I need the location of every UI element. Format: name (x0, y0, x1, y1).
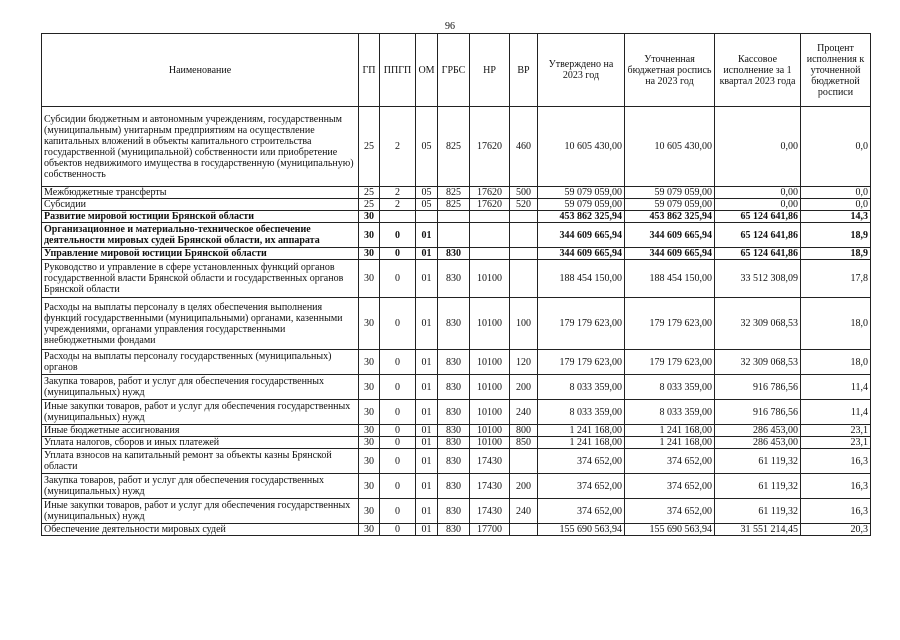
cell-om: 01 (416, 425, 438, 437)
cell-ppgp: 2 (380, 187, 416, 199)
cell-gp: 30 (359, 437, 380, 449)
cell-gp: 30 (359, 524, 380, 536)
cell-ppgp: 2 (380, 107, 416, 187)
cell-refined: 8 033 359,00 (625, 375, 715, 400)
cell-name: Расходы на выплаты персоналу в целях обеспечения выполнения функций государственными (муниципальными) органами, казенными учреждениями, органами управления государственными внебюджетными фондами (42, 298, 359, 350)
cell-vr: 100 (510, 298, 538, 350)
cell-ppgp: 0 (380, 223, 416, 248)
cell-refined: 8 033 359,00 (625, 400, 715, 425)
cell-percent: 16,3 (801, 499, 871, 524)
cell-ppgp: 0 (380, 350, 416, 375)
cell-approved: 1 241 168,00 (538, 437, 625, 449)
cell-name: Организационное и материально-техническое обеспечение деятельности мировых судей Брянской области, их аппарата (42, 223, 359, 248)
cell-name: Субсидии (42, 199, 359, 211)
cell-approved: 344 609 665,94 (538, 223, 625, 248)
cell-vr (510, 211, 538, 223)
cell-gp: 30 (359, 248, 380, 260)
cell-np: 10100 (470, 400, 510, 425)
table-body (42, 107, 871, 536)
cell-approved: 374 652,00 (538, 449, 625, 474)
cell-refined: 344 609 665,94 (625, 223, 715, 248)
table-row (42, 400, 871, 425)
cell-refined: 155 690 563,94 (625, 524, 715, 536)
cell-om: 01 (416, 524, 438, 536)
cell-grbs: 830 (438, 524, 470, 536)
cell-gp: 30 (359, 350, 380, 375)
table-row (42, 211, 871, 223)
cell-ppgp: 0 (380, 449, 416, 474)
cell-om: 01 (416, 298, 438, 350)
header-np: НР (470, 34, 510, 107)
cell-refined: 374 652,00 (625, 474, 715, 499)
table-row (42, 187, 871, 199)
table-row (42, 437, 871, 449)
cell-np: 10100 (470, 350, 510, 375)
cell-name: Иные закупки товаров, работ и услуг для обеспечения государственных (муниципальных) нужд (42, 499, 359, 524)
cell-vr: 800 (510, 425, 538, 437)
cell-cash: 61 119,32 (715, 499, 801, 524)
table-row (42, 499, 871, 524)
cell-om: 01 (416, 499, 438, 524)
cell-om: 01 (416, 375, 438, 400)
cell-name: Закупка товаров, работ и услуг для обеспечения государственных (муниципальных) нужд (42, 375, 359, 400)
cell-cash: 61 119,32 (715, 474, 801, 499)
cell-om: 05 (416, 107, 438, 187)
cell-percent: 18,9 (801, 223, 871, 248)
cell-ppgp: 0 (380, 437, 416, 449)
cell-vr: 240 (510, 400, 538, 425)
table-row (42, 260, 871, 298)
cell-name: Управление мировой юстиции Брянской области (42, 248, 359, 260)
cell-ppgp: 2 (380, 199, 416, 211)
cell-vr: 500 (510, 187, 538, 199)
cell-percent: 14,3 (801, 211, 871, 223)
cell-refined: 59 079 059,00 (625, 187, 715, 199)
cell-percent: 0,0 (801, 187, 871, 199)
cell-cash: 916 786,56 (715, 375, 801, 400)
cell-grbs: 830 (438, 499, 470, 524)
cell-percent: 23,1 (801, 437, 871, 449)
cell-percent: 18,0 (801, 298, 871, 350)
table-row (42, 474, 871, 499)
cell-name: Развитие мировой юстиции Брянской области (42, 211, 359, 223)
cell-percent: 11,4 (801, 400, 871, 425)
cell-vr: 200 (510, 375, 538, 400)
cell-cash: 916 786,56 (715, 400, 801, 425)
cell-ppgp: 0 (380, 524, 416, 536)
cell-cash: 32 309 068,53 (715, 298, 801, 350)
header-percent: Процент исполнения к уточненной бюджетной росписи (801, 34, 871, 107)
table-row (42, 107, 871, 187)
cell-cash: 0,00 (715, 187, 801, 199)
cell-gp: 25 (359, 187, 380, 199)
cell-name: Иные бюджетные ассигнования (42, 425, 359, 437)
cell-grbs (438, 223, 470, 248)
cell-approved: 8 033 359,00 (538, 375, 625, 400)
cell-gp: 30 (359, 211, 380, 223)
cell-grbs: 830 (438, 375, 470, 400)
cell-cash: 33 512 308,09 (715, 260, 801, 298)
cell-grbs: 830 (438, 350, 470, 375)
cell-om (416, 211, 438, 223)
cell-approved: 8 033 359,00 (538, 400, 625, 425)
cell-gp: 30 (359, 449, 380, 474)
cell-grbs: 825 (438, 107, 470, 187)
cell-approved: 179 179 623,00 (538, 350, 625, 375)
cell-approved: 344 609 665,94 (538, 248, 625, 260)
cell-gp: 30 (359, 260, 380, 298)
cell-percent: 23,1 (801, 425, 871, 437)
cell-om: 01 (416, 350, 438, 375)
cell-percent: 16,3 (801, 449, 871, 474)
cell-ppgp: 0 (380, 425, 416, 437)
cell-np: 10100 (470, 425, 510, 437)
cell-vr: 850 (510, 437, 538, 449)
cell-np (470, 211, 510, 223)
cell-np: 17430 (470, 499, 510, 524)
cell-om: 01 (416, 248, 438, 260)
cell-name: Уплата налогов, сборов и иных платежей (42, 437, 359, 449)
cell-om: 01 (416, 474, 438, 499)
table-header-row (42, 34, 871, 107)
cell-refined: 179 179 623,00 (625, 298, 715, 350)
cell-cash: 61 119,32 (715, 449, 801, 474)
cell-refined: 59 079 059,00 (625, 199, 715, 211)
header-name: Наименование (42, 34, 359, 107)
cell-vr (510, 260, 538, 298)
header-cash: Кассовое исполнение за 1 квартал 2023 года (715, 34, 801, 107)
cell-refined: 179 179 623,00 (625, 350, 715, 375)
cell-percent: 18,0 (801, 350, 871, 375)
cell-approved: 59 079 059,00 (538, 199, 625, 211)
table-row (42, 248, 871, 260)
cell-percent: 0,0 (801, 199, 871, 211)
header-gp: ГП (359, 34, 380, 107)
cell-approved: 1 241 168,00 (538, 425, 625, 437)
header-approved: Утверждено на 2023 год (538, 34, 625, 107)
cell-approved: 179 179 623,00 (538, 298, 625, 350)
cell-name: Руководство и управление в сфере установленных функций органов государственной власти Брянской области и государственных органов Брянской области (42, 260, 359, 298)
cell-approved: 188 454 150,00 (538, 260, 625, 298)
cell-refined: 1 241 168,00 (625, 425, 715, 437)
cell-name: Межбюджетные трансферты (42, 187, 359, 199)
cell-vr: 120 (510, 350, 538, 375)
cell-ppgp: 0 (380, 474, 416, 499)
cell-approved: 155 690 563,94 (538, 524, 625, 536)
table-row (42, 524, 871, 536)
cell-grbs: 830 (438, 474, 470, 499)
cell-vr (510, 524, 538, 536)
cell-name: Закупка товаров, работ и услуг для обеспечения государственных (муниципальных) нужд (42, 474, 359, 499)
cell-np: 10100 (470, 437, 510, 449)
cell-om: 05 (416, 187, 438, 199)
cell-np: 17620 (470, 199, 510, 211)
cell-om: 01 (416, 437, 438, 449)
cell-refined: 344 609 665,94 (625, 248, 715, 260)
cell-vr (510, 223, 538, 248)
cell-gp: 25 (359, 107, 380, 187)
cell-gp: 30 (359, 400, 380, 425)
table-row (42, 375, 871, 400)
cell-ppgp (380, 211, 416, 223)
cell-approved: 59 079 059,00 (538, 187, 625, 199)
cell-vr: 520 (510, 199, 538, 211)
cell-gp: 30 (359, 474, 380, 499)
cell-percent: 20,3 (801, 524, 871, 536)
cell-cash: 31 551 214,45 (715, 524, 801, 536)
cell-np: 10100 (470, 260, 510, 298)
cell-cash: 286 453,00 (715, 425, 801, 437)
cell-percent: 17,8 (801, 260, 871, 298)
cell-cash: 65 124 641,86 (715, 223, 801, 248)
cell-grbs: 830 (438, 260, 470, 298)
cell-ppgp: 0 (380, 298, 416, 350)
cell-gp: 25 (359, 199, 380, 211)
cell-refined: 1 241 168,00 (625, 437, 715, 449)
cell-name: Иные закупки товаров, работ и услуг для обеспечения государственных (муниципальных) нужд (42, 400, 359, 425)
header-refined: Уточненная бюджетная роспись на 2023 год (625, 34, 715, 107)
cell-ppgp: 0 (380, 375, 416, 400)
cell-np: 17700 (470, 524, 510, 536)
cell-cash: 65 124 641,86 (715, 211, 801, 223)
cell-grbs: 825 (438, 199, 470, 211)
cell-name: Расходы на выплаты персоналу государственных (муниципальных) органов (42, 350, 359, 375)
cell-om: 05 (416, 199, 438, 211)
cell-grbs (438, 211, 470, 223)
cell-vr: 240 (510, 499, 538, 524)
cell-approved: 10 605 430,00 (538, 107, 625, 187)
table-row (42, 425, 871, 437)
header-vr: ВР (510, 34, 538, 107)
cell-refined: 374 652,00 (625, 449, 715, 474)
cell-percent: 16,3 (801, 474, 871, 499)
table-row (42, 223, 871, 248)
cell-np: 17620 (470, 107, 510, 187)
cell-approved: 374 652,00 (538, 499, 625, 524)
cell-np: 17430 (470, 449, 510, 474)
budget-table (41, 33, 871, 536)
cell-grbs: 830 (438, 449, 470, 474)
table-row (42, 350, 871, 375)
cell-refined: 453 862 325,94 (625, 211, 715, 223)
cell-percent: 0,0 (801, 107, 871, 187)
cell-cash: 286 453,00 (715, 437, 801, 449)
cell-np (470, 223, 510, 248)
cell-om: 01 (416, 400, 438, 425)
cell-cash: 0,00 (715, 107, 801, 187)
cell-np: 10100 (470, 375, 510, 400)
cell-cash: 32 309 068,53 (715, 350, 801, 375)
cell-om: 01 (416, 223, 438, 248)
cell-np: 10100 (470, 298, 510, 350)
header-grbs: ГРБС (438, 34, 470, 107)
cell-refined: 10 605 430,00 (625, 107, 715, 187)
cell-vr (510, 449, 538, 474)
cell-grbs: 830 (438, 437, 470, 449)
cell-refined: 188 454 150,00 (625, 260, 715, 298)
cell-gp: 30 (359, 425, 380, 437)
cell-np: 17430 (470, 474, 510, 499)
cell-np (470, 248, 510, 260)
cell-vr: 200 (510, 474, 538, 499)
cell-ppgp: 0 (380, 248, 416, 260)
header-om: ОМ (416, 34, 438, 107)
table-row (42, 298, 871, 350)
cell-ppgp: 0 (380, 499, 416, 524)
cell-name: Субсидии бюджетным и автономным учреждениям, государственным (муниципальным) унитарным предприятиям на осуществление капитальных вложений в объекты капитального строительства государственной (муниципальной) собственности или приобретение объектов недвижимого имущества в государственную (муниципальную) собственность (42, 107, 359, 187)
cell-approved: 374 652,00 (538, 474, 625, 499)
cell-om: 01 (416, 260, 438, 298)
cell-ppgp: 0 (380, 400, 416, 425)
page-number: 96 (445, 21, 455, 32)
cell-vr: 460 (510, 107, 538, 187)
cell-grbs: 825 (438, 187, 470, 199)
cell-gp: 30 (359, 298, 380, 350)
cell-grbs: 830 (438, 298, 470, 350)
cell-percent: 18,9 (801, 248, 871, 260)
cell-cash: 0,00 (715, 199, 801, 211)
cell-percent: 11,4 (801, 375, 871, 400)
cell-grbs: 830 (438, 425, 470, 437)
cell-grbs: 830 (438, 400, 470, 425)
cell-gp: 30 (359, 223, 380, 248)
cell-ppgp: 0 (380, 260, 416, 298)
cell-cash: 65 124 641,86 (715, 248, 801, 260)
cell-vr (510, 248, 538, 260)
table-row (42, 449, 871, 474)
cell-name: Обеспечение деятельности мировых судей (42, 524, 359, 536)
cell-name: Уплата взносов на капитальный ремонт за объекты казны Брянской области (42, 449, 359, 474)
cell-np: 17620 (470, 187, 510, 199)
cell-grbs: 830 (438, 248, 470, 260)
table-row (42, 199, 871, 211)
cell-gp: 30 (359, 375, 380, 400)
header-ppgp: ППГП (380, 34, 416, 107)
cell-gp: 30 (359, 499, 380, 524)
cell-refined: 374 652,00 (625, 499, 715, 524)
cell-approved: 453 862 325,94 (538, 211, 625, 223)
cell-om: 01 (416, 449, 438, 474)
